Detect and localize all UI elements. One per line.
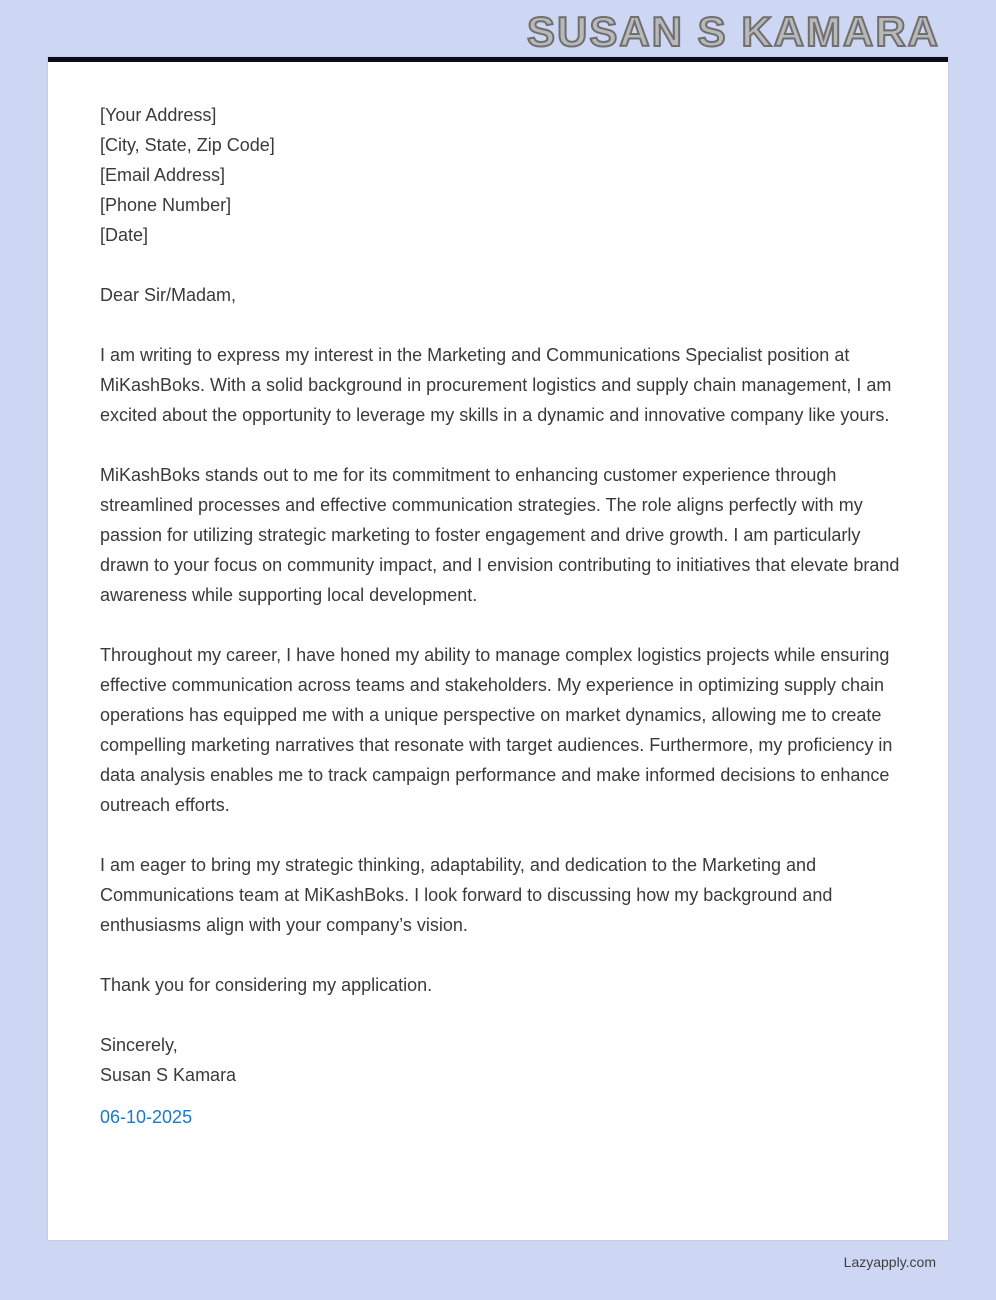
contact-line-date: [Date] (100, 225, 149, 245)
closing-line: Sincerely, (100, 1035, 178, 1055)
contact-block (100, 100, 900, 250)
letter-paragraph-thanks: Thank you for considering my application. (100, 975, 433, 995)
header-name: SUSAN S KAMARA (526, 8, 940, 55)
contact-line-city-state-zip: [City, State, Zip Code] (100, 135, 275, 155)
letter-date: 06-10-2025 (100, 1107, 193, 1127)
letter-paragraph-experience: Throughout my career, I have honed my ability to manage complex logistics projects while ensuring effective communication across teams and stakeholders. My experience in optimizing supply chain operations has equipped me with a unique perspective on market dynamics, allowing me to create compelling marketing narratives that resonate with target audiences. Furthermore, my proficiency in data analysis enables me to track campaign performance and make informed decisions to enhance outreach efforts. (100, 645, 893, 815)
contact-line-address: [Your Address] (100, 105, 217, 125)
letter-paragraph-enthusiasm: I am eager to bring my strategic thinking, adaptability, and dedication to the Marketing and Communications team at MiKashBoks. I look forward to discussing how my background and enthusiasms align with your company’s vision. (100, 855, 833, 935)
letter-paragraph-company-fit: MiKashBoks stands out to me for its commitment to enhancing customer experience through streamlined processes and effective communication strategies. The role aligns perfectly with my passion for utilizing strategic marketing to foster engagement and drive growth. I am particularly drawn to your focus on community impact, and I envision contributing to initiatives that elevate brand awareness while supporting local development. (100, 465, 900, 605)
signature-name: Susan S Kamara (100, 1065, 237, 1085)
closing-block (100, 1030, 900, 1090)
footer-branding: Lazyapply.com (843, 1254, 936, 1270)
salutation: Dear Sir/Madam, (100, 285, 237, 305)
contact-line-phone: [Phone Number] (100, 195, 232, 215)
letter-card (48, 57, 948, 1240)
letter-body (100, 100, 900, 1132)
contact-line-email: [Email Address] (100, 165, 226, 185)
letter-paragraph-intro: I am writing to express my interest in the Marketing and Communications Specialist position at MiKashBoks. With a solid background in procurement logistics and supply chain management, I am excited about the opportunity to leverage my skills in a dynamic and innovative company like yours. (100, 345, 892, 425)
